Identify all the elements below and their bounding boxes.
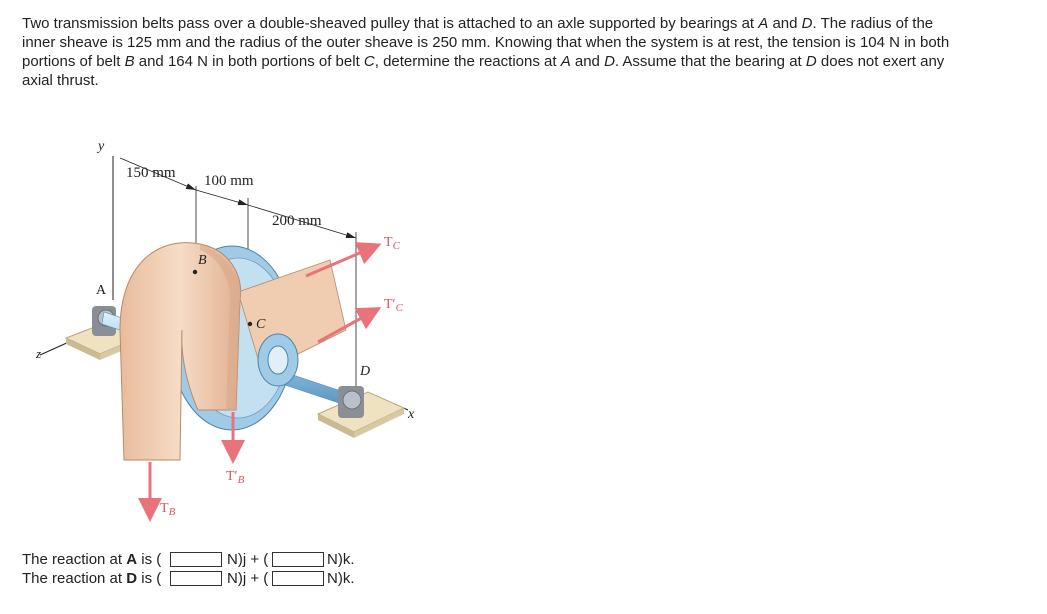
dim-150-label: 150 mm <box>126 165 176 181</box>
dim-200-label: 200 mm <box>272 213 322 229</box>
point-c-label: C <box>256 317 266 332</box>
d-k-input[interactable] <box>272 571 324 586</box>
tension-tpc-label: $T'_C$ <box>384 297 403 314</box>
dim-100-label: 100 mm <box>204 173 254 189</box>
belt-c-ref: C <box>363 53 375 70</box>
point-d-label: D <box>360 364 371 379</box>
point-a-ref: A <box>560 53 571 70</box>
answer-prefix-text: The reaction at D is ( <box>22 570 162 587</box>
tension-tc-arrow <box>306 246 376 276</box>
point-d-ref: D <box>604 53 615 70</box>
x-axis-label: x <box>408 407 415 422</box>
point-b-label: B <box>198 253 207 268</box>
point-a-label: A <box>96 283 107 298</box>
problem-text: . Assume that the bearing at <box>614 53 806 70</box>
d-j-input[interactable] <box>170 571 222 586</box>
point-d-ref: D <box>805 53 817 70</box>
problem-text: and 164 N in both portions of belt <box>134 53 364 70</box>
answer-prefix-text: The reaction at A is ( <box>22 551 162 568</box>
problem-text: Two transmission belts pass over a double-sheaved pulley that is attached to an axle supported by bearings at <box>22 15 759 32</box>
a-k-input[interactable] <box>272 552 324 567</box>
point-a-ref: A <box>758 15 769 32</box>
j-unit-text: N)j + ( <box>227 570 269 587</box>
y-axis-label: y <box>98 139 105 154</box>
problem-text: . The radius of the inner sheave is 125 mm and the radius of the outer sheave is 250 mm. Knowing that when the system is at rest, the tension is 104 N in both portions of belt <box>22 15 950 70</box>
tension-tc-label: $T_C$ <box>384 235 400 252</box>
problem-text: and <box>768 15 802 32</box>
problem-text: , determine the reactions at <box>374 53 561 70</box>
z-axis-label: z <box>36 346 42 361</box>
j-unit-text: N)j + ( <box>227 551 269 568</box>
tension-tpb-label: $T'_B$ <box>226 469 245 486</box>
a-j-input[interactable] <box>170 552 222 567</box>
k-unit-text: N)k. <box>327 570 355 587</box>
belt-b-ref: B <box>124 53 135 70</box>
dim-line <box>196 190 248 205</box>
problem-text: and <box>570 53 605 70</box>
k-unit-text: N)k. <box>327 551 355 568</box>
problem-text: does not exert any axial thrust. <box>22 53 945 89</box>
tension-tb-label: $T_B$ <box>160 501 176 518</box>
point-d-ref: D <box>801 15 813 32</box>
